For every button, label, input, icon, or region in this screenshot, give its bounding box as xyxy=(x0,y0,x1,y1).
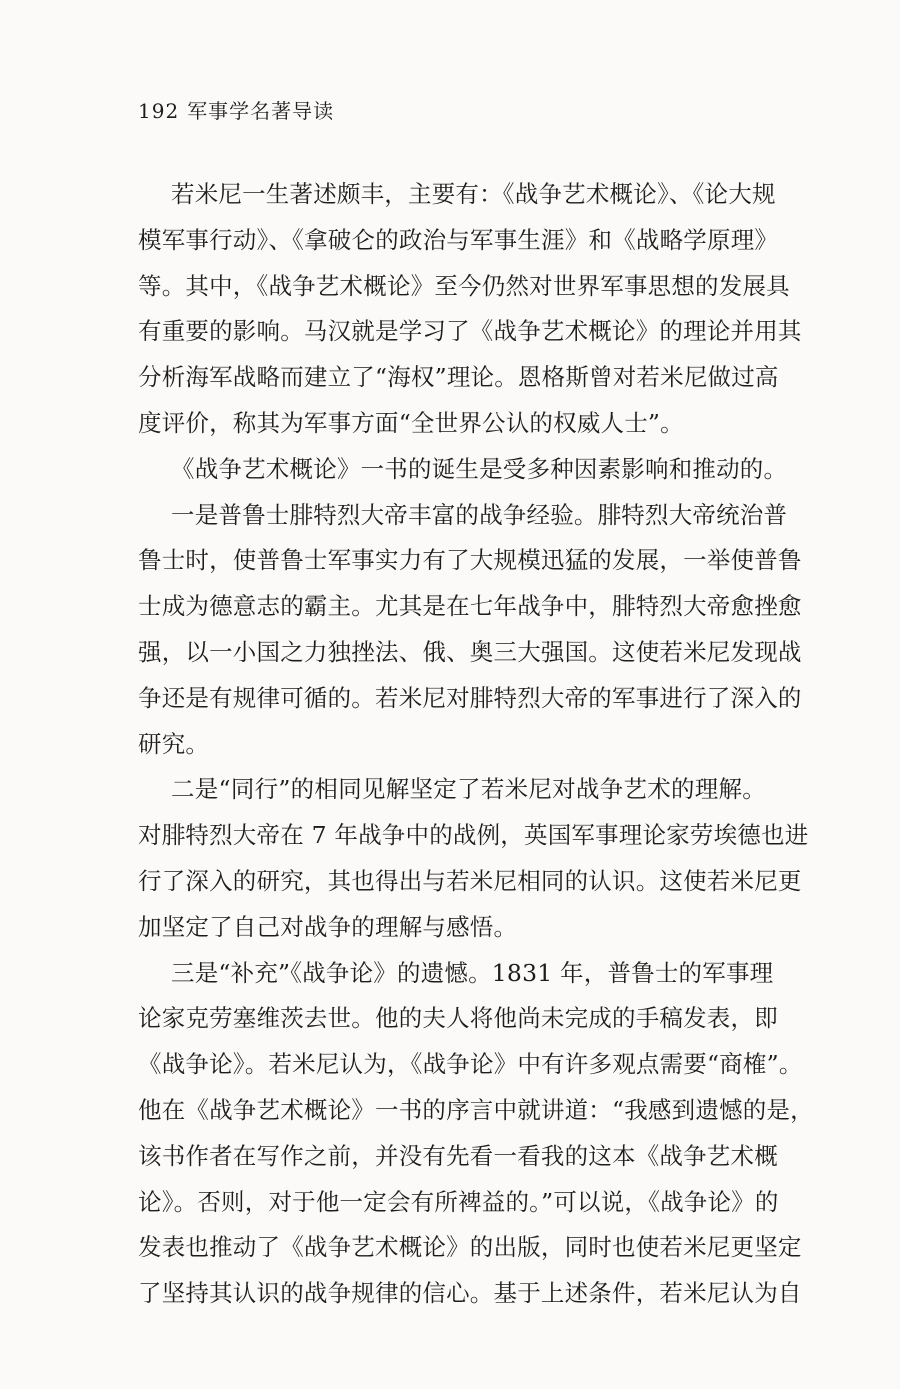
text-line: 强，以一小国之力独挫法、俄、奥三大强国。这使若米尼发现战 xyxy=(138,637,802,666)
body-text xyxy=(138,172,814,1317)
text-line: 度评价，称其为军事方面“全世界公认的权威人士”。 xyxy=(138,408,684,437)
text-line: 若米尼一生著述颇丰，主要有：《战争艺术概论》、《论大规 xyxy=(171,180,776,208)
text-line: 有重要的影响。马汉就是学习了《战争艺术概论》的理论并用其 xyxy=(138,317,802,346)
text-line: 行了深入的研究，其也得出与若米尼相同的认识。这使若米尼更 xyxy=(138,866,802,895)
text-line: 分析海军战略而建立了“海权”理论。恩格斯曾对若米尼做过高 xyxy=(138,363,779,392)
text-line: 模军事行动》、《拿破仑的政治与军事生涯》和《战略学原理》 xyxy=(138,225,779,254)
text-line: 等。其中，《战争艺术概论》至今仍然对世界军事思想的发展具 xyxy=(138,271,790,300)
text-line: 该书作者在写作之前，并没有先看一看我的这本《战争艺术概 xyxy=(138,1141,778,1170)
text-line: 了坚持其认识的战争规律的信心。基于上述条件，若米尼认为自 xyxy=(138,1279,802,1308)
text-line: 他在《战争艺术概论》一书的序言中就讲道：“我感到遗憾的是， xyxy=(138,1095,814,1124)
text-line: 发表也推动了《战争艺术概论》的出版，同时也使若米尼更坚定 xyxy=(138,1233,802,1262)
book-title: 军事学名著导读 xyxy=(187,99,335,123)
page-number: 192 xyxy=(138,99,180,123)
text-line: 研究。 xyxy=(138,729,210,758)
text-line: 对腓特烈大帝在 7 年战争中的战例，英国军事理论家劳埃德也进 xyxy=(138,821,809,850)
text-line: 三是“补充”《战争论》的遗憾。1831 年，普鲁士的军事理 xyxy=(171,958,774,987)
text-line: 加坚定了自己对战争的理解与感悟。 xyxy=(138,912,518,941)
text-line: 鲁士时，使普鲁士军事实力有了大规模迅猛的发展，一举使普鲁 xyxy=(138,546,802,575)
text-line: 二是“同行”的相同见解坚定了若米尼对战争艺术的理解。 xyxy=(171,775,766,804)
running-header xyxy=(138,97,334,125)
text-line: 争还是有规律可循的。若米尼对腓特烈大帝的军事进行了深入的 xyxy=(138,683,802,712)
text-line: 《战争论》。若米尼认为，《战争论》中有许多观点需要“商榷”。 xyxy=(138,1050,803,1079)
text-line: 论家克劳塞维茨去世。他的夫人将他尚未完成的手稿发表，即 xyxy=(138,1004,778,1033)
text-line: 士成为德意志的霸主。尤其是在七年战争中，腓特烈大帝愈挫愈 xyxy=(138,592,802,621)
text-line: 一是普鲁士腓特烈大帝丰富的战争经验。腓特烈大帝统治普 xyxy=(171,500,788,529)
text-line: 《战争艺术概论》一书的诞生是受多种因素影响和推动的。 xyxy=(171,454,788,483)
text-line: 论》。否则，对于他一定会有所裨益的。”可以说，《战争论》的 xyxy=(138,1187,779,1216)
